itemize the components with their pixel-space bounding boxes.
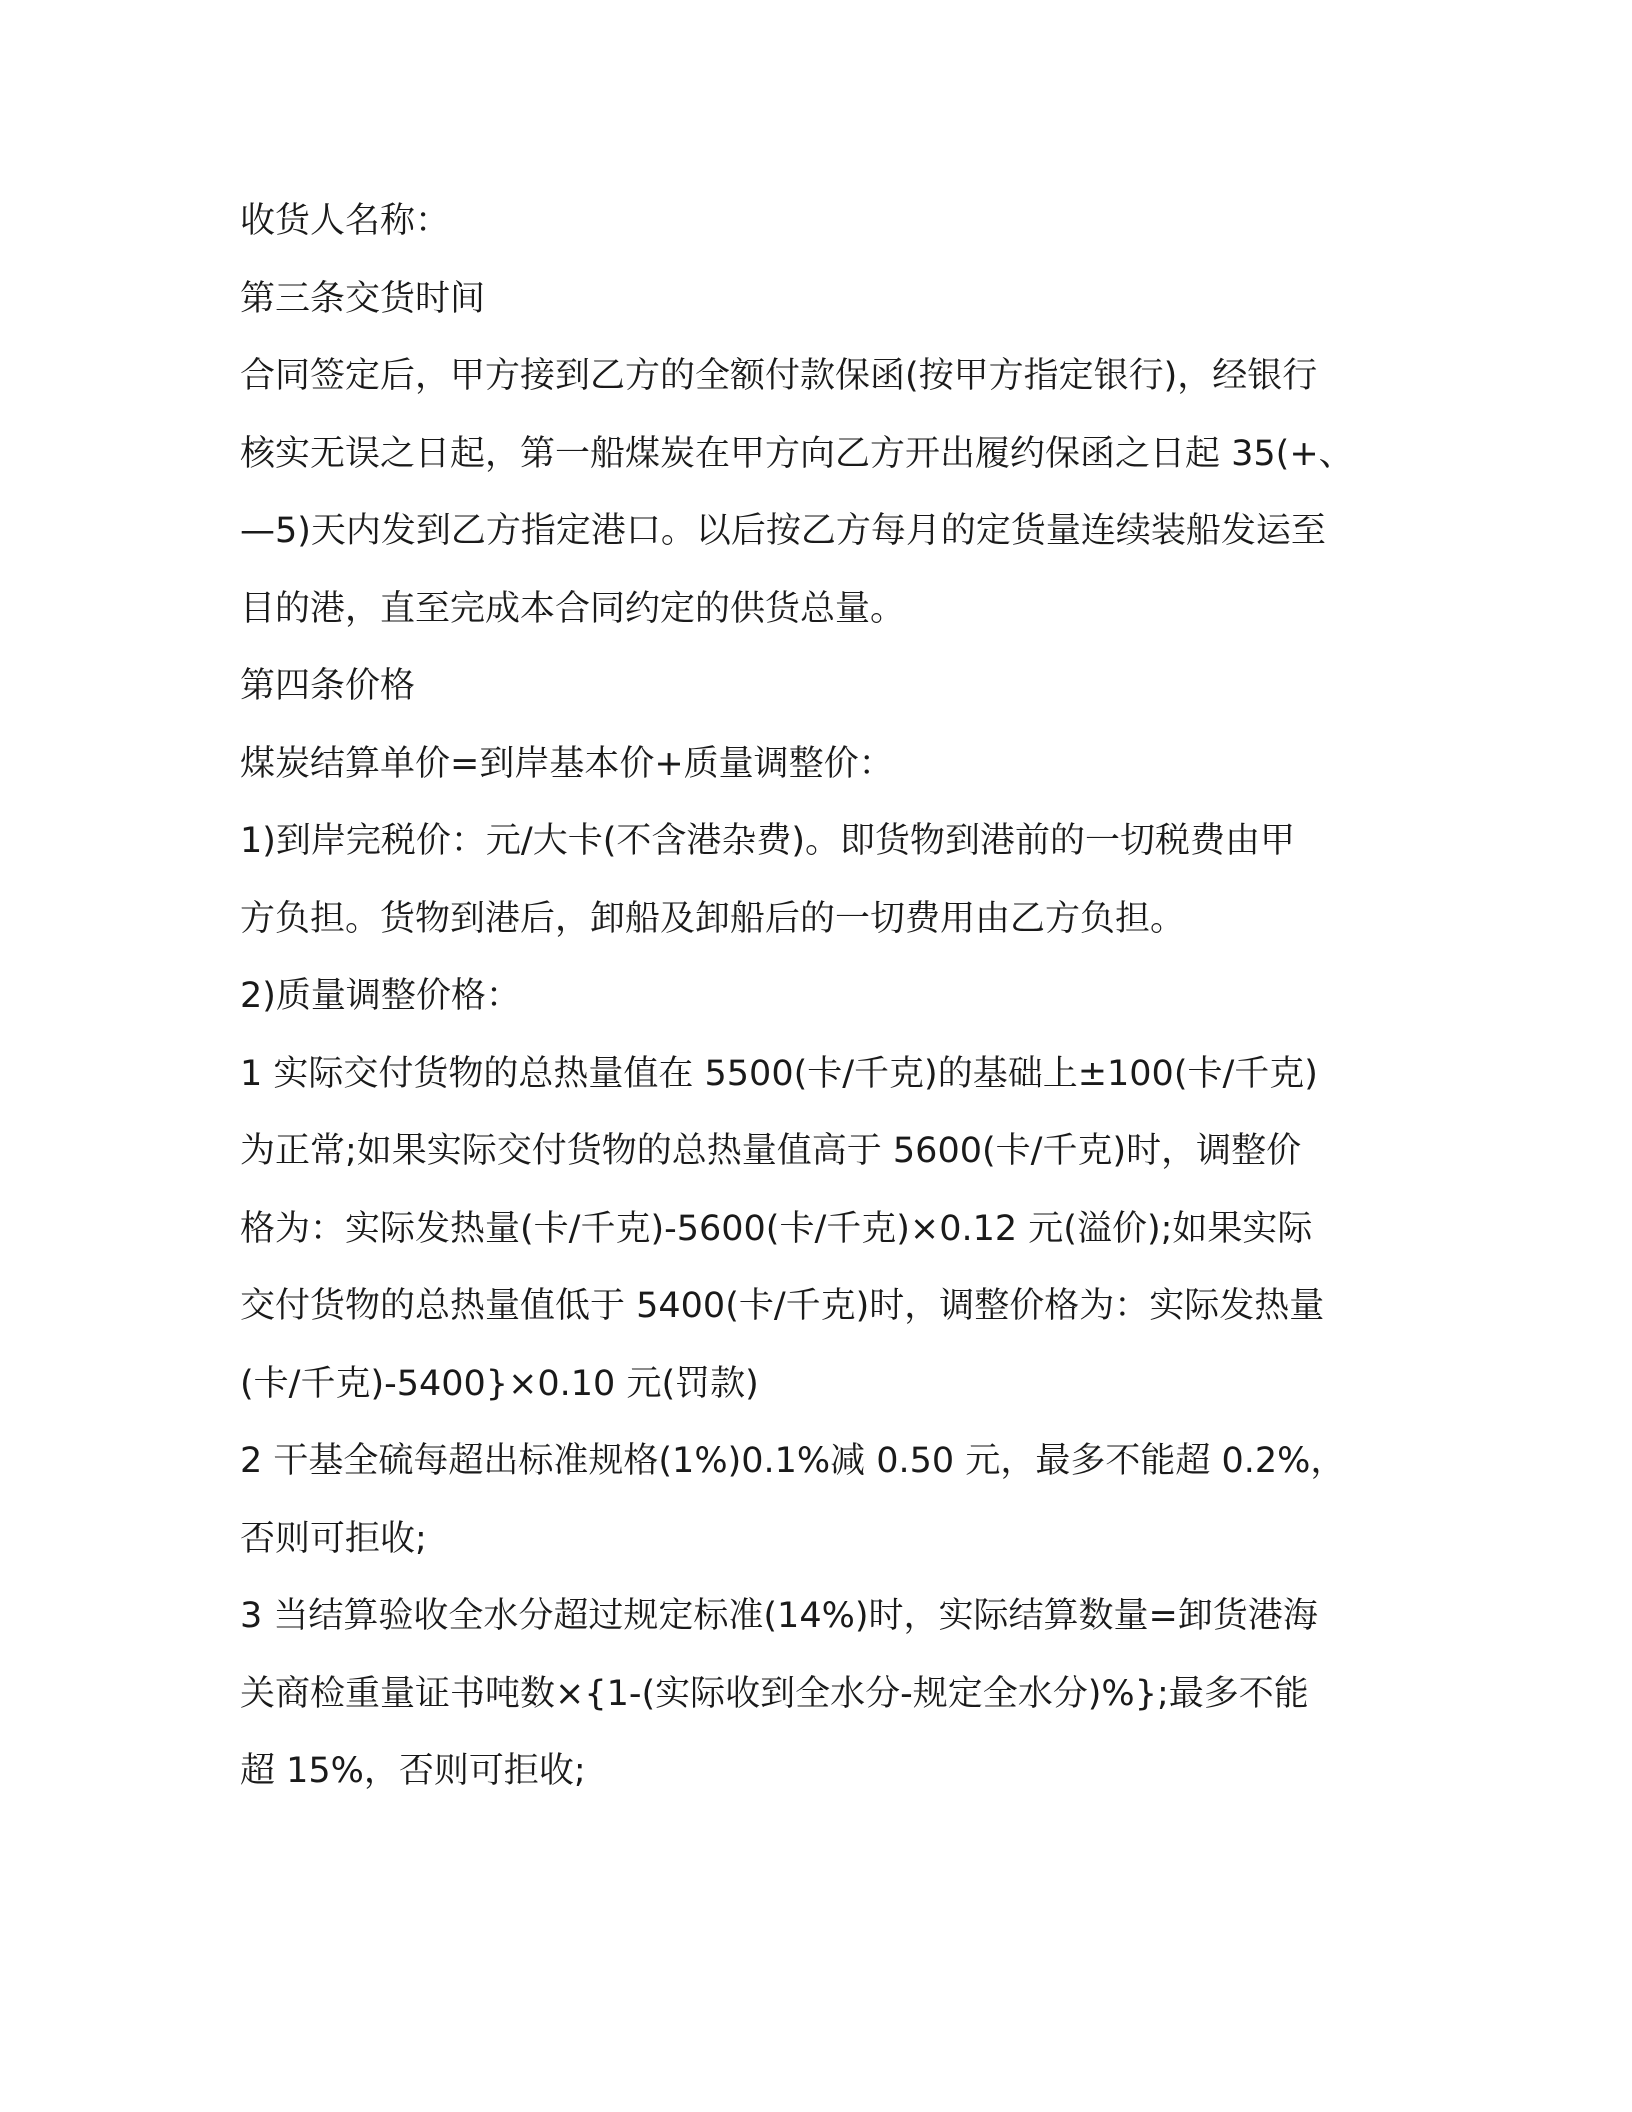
list-item-line: 2 干基全硫每超出标准规格(1%)0.1%减 0.50 元，最多不能超 0.2%， (240, 1441, 1346, 1481)
list-item-line: 关商检重量证书吨数×{1-(实际收到全水分-规定全水分)%};最多不能 (240, 1673, 1309, 1714)
list-item-line: 交付货物的总热量值低于 5400(卡/千克)时，调整价格为：实际发热量 (240, 1286, 1325, 1326)
paragraph-line: 目的港，直至完成本合同约定的供货总量。 (240, 588, 906, 629)
list-item-line: 格为：实际发热量(卡/千克)-5600(卡/千克)×0.12 元(溢价);如果实际 (240, 1208, 1313, 1249)
list-item-line: (卡/千克)-5400}×0.10 元(罚款) (240, 1363, 759, 1404)
section-heading-article-3: 第三条交货时间 (240, 278, 486, 319)
list-item-line: 否则可拒收; (240, 1518, 427, 1559)
list-item-line: 超 15%，否则可拒收; (240, 1751, 586, 1791)
list-item-line: 1 实际交付货物的总热量值在 5500(卡/千克)的基础上±100(卡/千克) (240, 1053, 1318, 1094)
list-item-line: 2)质量调整价格： (240, 976, 521, 1016)
paragraph-line: —5)天内发到乙方指定港口。以后按乙方每月的定货量连续装船发运至 (240, 511, 1326, 551)
paragraph-line: 合同签定后，甲方接到乙方的全额付款保函(按甲方指定银行)，经银行 (240, 356, 1318, 396)
section-heading-article-4: 第四条价格 (240, 666, 416, 706)
list-item-line: 方负担。货物到港后，卸船及卸船后的一切费用由乙方负担。 (240, 898, 1186, 939)
list-item-line: 1)到岸完税价：元/大卡(不含港杂费)。即货物到港前的一切税费由甲 (240, 821, 1296, 861)
paragraph-line: 煤炭结算单价=到岸基本价+质量调整价： (240, 743, 894, 784)
consignee-name-label: 收货人名称： (240, 201, 451, 241)
list-item-line: 3 当结算验收全水分超过规定标准(14%)时，实际结算数量=卸货港海 (240, 1596, 1318, 1636)
document-body (240, 183, 1400, 1811)
paragraph-line: 核实无误之日起，第一船煤炭在甲方向乙方开出履约保函之日起 35(+、 (240, 433, 1354, 474)
list-item-line: 为正常;如果实际交付货物的总热量值高于 5600(卡/千克)时，调整价 (240, 1131, 1302, 1171)
